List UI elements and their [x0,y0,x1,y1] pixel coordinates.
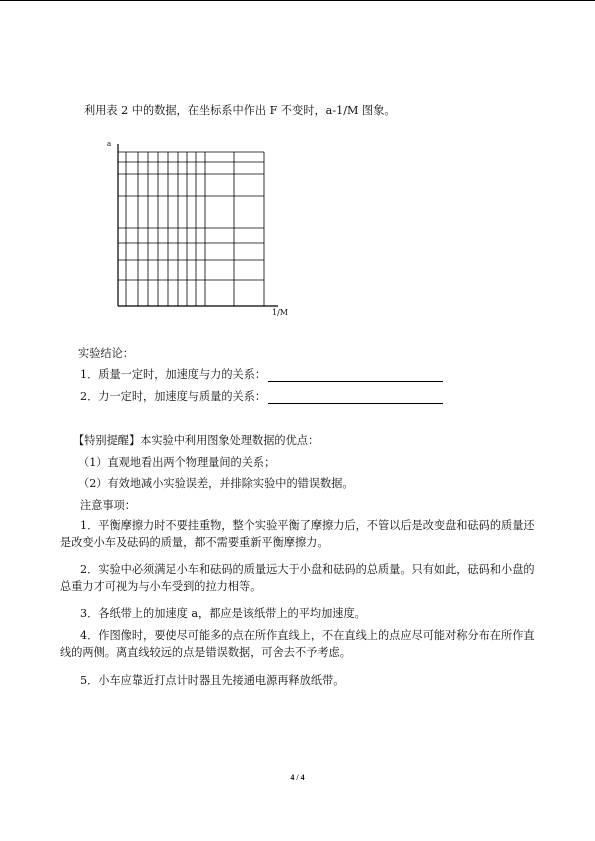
note-item-2: 2．实验中必须满足小车和砝码的质量远大于小盘和砝码的总质量。只有如此，砝码和小盘的总重力才可视为与小车受到的拉力相等。 [60,563,535,593]
reminder-point-1: （1）直观地看出两个物理量间的关系； [78,456,276,469]
notes-heading: 注意事项： [80,499,136,512]
conclusion-item-2-text: 2．力一定时，加速度与质量的关系： [80,390,267,403]
page-top-rule [0,0,595,1]
reminder-heading: 【特别提醒】本实验中利用图象处理数据的优点： [73,434,320,447]
x-axis-label: 1/M [272,308,288,317]
note-item-4: 4．作图像时，要使尽可能多的点在所作直线上，不在直线上的点应尽可能对称分布在所作直线的两侧。离直线较远的点是错误数据，可舍去不予考虑。 [60,629,535,659]
blank-coordinate-grid [100,136,300,326]
conclusion-item-1 [80,367,443,382]
reminder-point-2: （2）有效地减小实验误差，并排除实验中的错误数据。 [78,477,354,490]
note-item-3: 3．各纸带上的加速度 a，都应是该纸带上的平均加速度。 [80,607,366,620]
conclusion-item-1-text: 1．质量一定时，加速度与力的关系： [80,368,267,381]
answer-blank-2[interactable] [268,391,443,404]
answer-blank-1[interactable] [268,369,443,382]
conclusion-item-2 [80,389,443,404]
page-number: 4 / 4 [290,773,305,782]
note-item-1: 1．平衡摩擦力时不要挂重物，整个实验平衡了摩擦力后，不管以后是改变盘和砝码的质量还是改变小车及砝码的质量，都不需要重新平衡摩擦力。 [60,519,535,549]
note-item-5: 5．小车应靠近打点计时器且先接通电源再释放纸带。 [80,674,345,687]
y-axis-label: a [107,140,112,148]
conclusion-heading: 实验结论： [78,347,134,360]
graph-instruction: 利用表 2 中的数据，在坐标系中作出 F 不变时，a-1/M 图象。 [84,104,396,117]
